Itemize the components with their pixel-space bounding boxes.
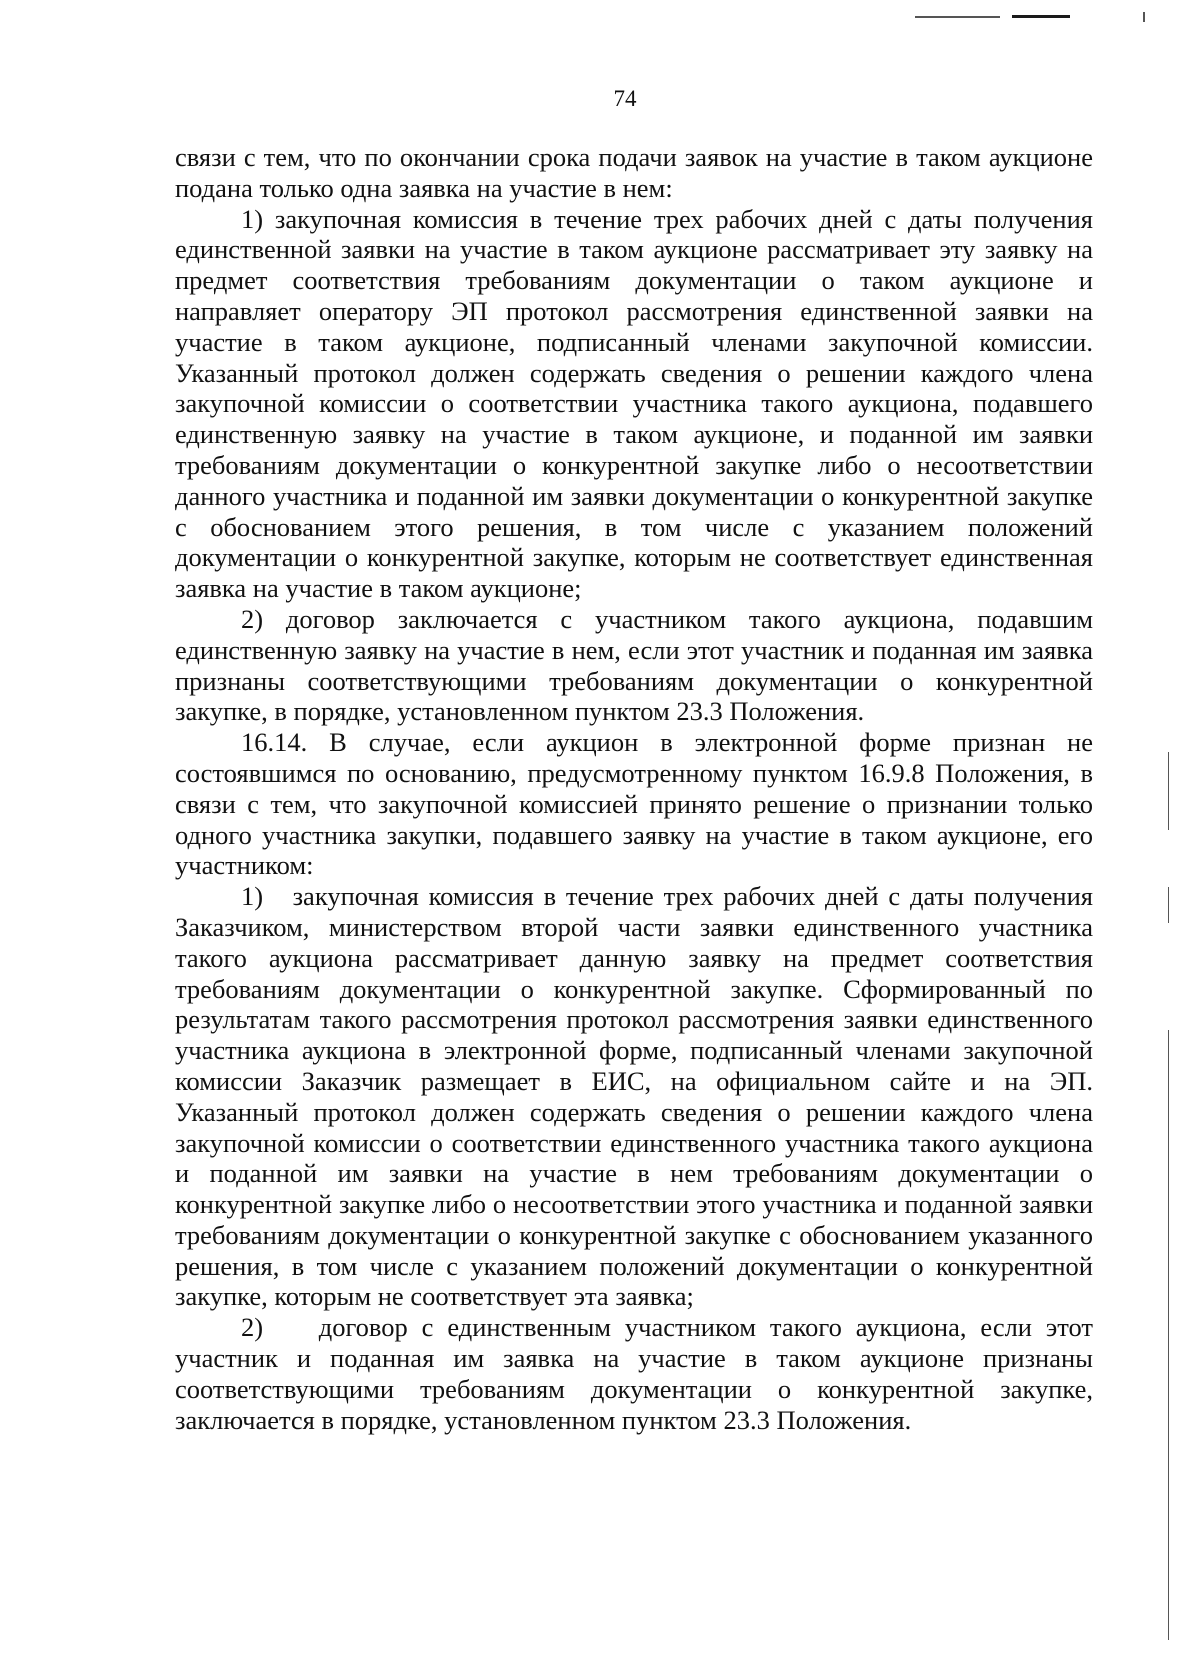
scan-mark-right-edge-1 bbox=[1168, 752, 1169, 830]
scan-mark-top-bar bbox=[1012, 15, 1070, 18]
paragraph-clause-item-1: 1) закупочная комиссия в течение трех рабочих дней с даты получения Заказчиком, министерством второй части заявки единственного участника такого аукциона рассматривает данную заявку на предмет соответствия требованиям документации о конкурентной закупке. Сформированный по результатам такого рассмотрения протокол рассмотрения заявки единственного участника аукциона в электронной форме, подписанный членами закупочной комиссии Заказчик размещает в ЕИС, на официальном сайте и на ЭП. Указанный протокол должен содержать сведения о решении каждого члена закупочной комиссии о соответствии единственного участника такого аукциона и поданной им заявки на участие в нем требованиям документации о конкурентной закупке либо о несоответствии этого участника и поданной заявки требованиям документации о конкурентной закупке с обоснованием указанного решения, в том числе с указанием положений документации о конкурентной закупке, которым не соответствует эта заявка; bbox=[175, 881, 1100, 1312]
paragraph-item-2: 2) договор заключается с участником такого аукциона, подавшим единственную заявку на участие в нем, если этот участник и поданная им заявка признаны соответствующими требованиям документации о конкурентной закупке, в порядке, установленном пунктом 23.3 Положения. bbox=[175, 603, 1093, 727]
document-body bbox=[175, 142, 1100, 1435]
scan-mark-top-tick bbox=[1143, 12, 1145, 22]
scan-mark-right-edge-2 bbox=[1168, 887, 1169, 923]
paragraph-clause-item-2: 2) договор с единственным участником такого аукциона, если этот участник и поданная им заявка на участие в таком аукционе признаны соответствующими требованиям документации о конкурентной закупке, заключается в порядке, установленном пунктом 23.3 Положения. bbox=[175, 1312, 1100, 1435]
paragraph-clause-16-14: 16.14. В случае, если аукцион в электронной форме признан не состоявшимся по основанию, предусмотренному пунктом 16.9.8 Положения, в связи с тем, что закупочной комиссией принято решение о признании только одного участника закупки, подавшего заявку на участие в таком аукционе, его участником: bbox=[175, 727, 1093, 881]
scan-mark-right-edge-3 bbox=[1168, 1030, 1169, 1640]
paragraph-item-1: 1) закупочная комиссия в течение трех рабочих дней с даты получения единственной заявки на участие в таком аукционе рассматривает эту заявку на предмет соответствия требованиям документации о таком аукционе и направляет оператору ЭП протокол рассмотрения единственной заявки на участие в таком аукционе, подписанный членами закупочной комиссии. Указанный протокол должен содержать сведения о решении каждого члена закупочной комиссии о соответствии участника такого аукциона, подавшего единственную заявку на участие в таком аукционе, и поданной им заявки требованиям документации о конкурентной закупке либо о несоответствии данного участника и поданной им заявки документации о конкурентной закупке с обоснованием этого решения, в том числе с указанием положений документации о конкурентной закупке, которым не соответствует единственная заявка на участие в таком аукционе; bbox=[175, 203, 1093, 604]
scan-mark-top-dashes bbox=[915, 16, 1000, 18]
page-number: 74 bbox=[613, 86, 637, 111]
paragraph-continuation: связи с тем, что по окончании срока подачи заявок на участие в таком аукционе подана только одна заявка на участие в нем: bbox=[175, 142, 1093, 203]
